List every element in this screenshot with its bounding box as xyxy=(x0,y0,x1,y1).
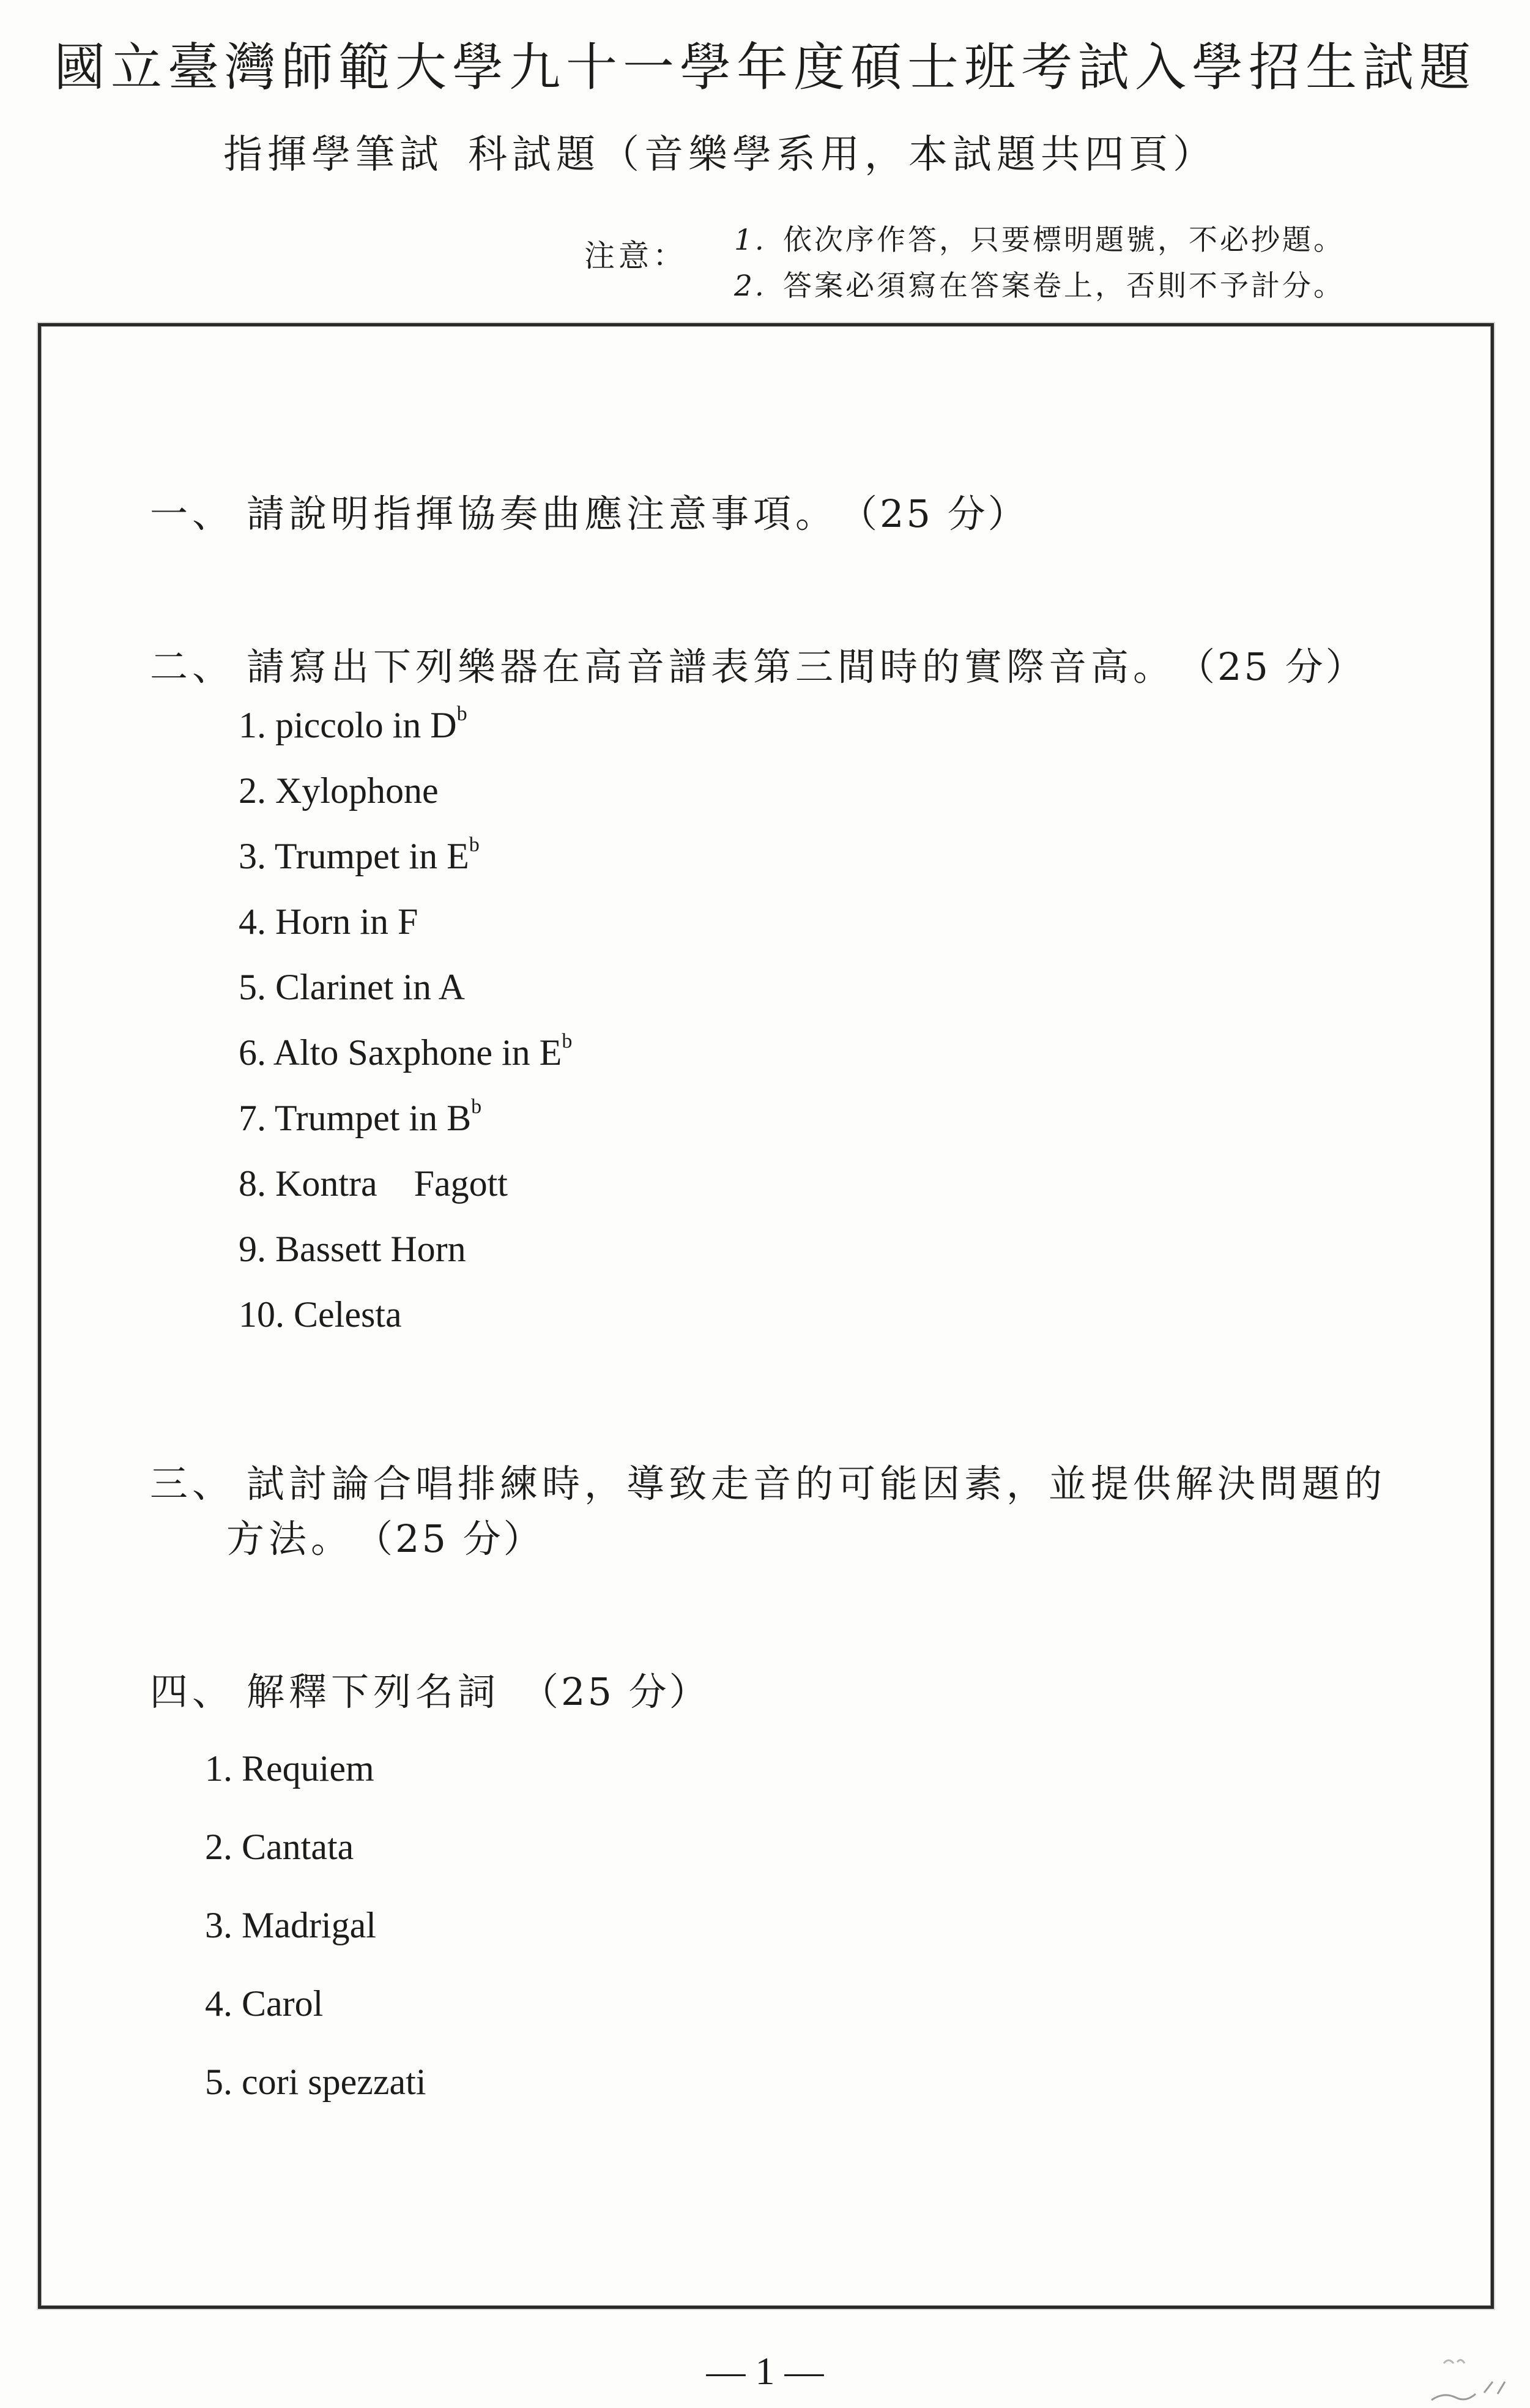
handwritten-mark-icon xyxy=(1425,2350,1523,2405)
question-3-continuation xyxy=(226,1508,544,1563)
question-text: 解釋下列名詞 xyxy=(247,1669,500,1714)
notice-item-text: 依次序作答，只要標明題號，不必抄題。 xyxy=(783,223,1345,257)
question-number: 三、 xyxy=(150,1461,235,1506)
instrument-item: 7. Trumpet in $B^b$ xyxy=(239,1095,482,1138)
question-number: 一、 xyxy=(150,491,235,536)
notice-item xyxy=(734,217,1345,263)
question-number: 二、 xyxy=(150,644,235,689)
exam-title: 國立臺灣師範大學九十一學年度碩士班考試入學招生試題 xyxy=(53,37,1476,97)
instrument-item: 3. Trumpet in $E^b$ xyxy=(239,833,480,876)
term-item: 5. cori spezzati xyxy=(205,2062,426,2102)
question-text: 請寫出下列樂器在高音譜表第三間時的實際音高。 xyxy=(247,644,1176,689)
term-item: 2. Cantata xyxy=(205,1827,354,1867)
term-item: 3. Madrigal xyxy=(205,1905,376,1945)
question-points: （25 分） xyxy=(521,1669,710,1714)
question-4 xyxy=(150,1668,710,1717)
instrument-item: 9. Bassett Horn xyxy=(239,1229,466,1269)
instrument-item: 4. Horn in F xyxy=(239,901,418,942)
question-text-cont: 方法。 xyxy=(226,1516,354,1561)
subtitle-rest: 科試題（音樂學系用，本試題共四頁） xyxy=(468,132,1217,177)
instrument-item: 1. piccolo in $D^b$ xyxy=(239,703,467,745)
subject-name: 指揮學筆試 xyxy=(223,132,444,177)
instrument-item: 6. Alto Saxphone in $E^b$ xyxy=(239,1030,573,1073)
term-item: 4. Carol xyxy=(205,1983,324,2024)
question-points: （25 分） xyxy=(374,1516,544,1561)
question-3 xyxy=(150,1459,1386,1508)
instrument-item: 10. Celesta xyxy=(239,1294,402,1335)
question-number: 四、 xyxy=(150,1669,235,1714)
question-1 xyxy=(150,490,1028,539)
notice-item-text: 答案必須寫在答案卷上，否則不予計分。 xyxy=(783,269,1345,303)
notice-label: 注意： xyxy=(584,238,687,274)
question-2 xyxy=(150,643,1366,691)
notice-item xyxy=(734,263,1345,309)
instrument-item: 5. Clarinet in A xyxy=(239,967,465,1007)
notice-item-number: 2. xyxy=(734,269,767,303)
question-points: （25 分） xyxy=(858,491,1028,536)
question-text: 請說明指揮協奏曲應注意事項。 xyxy=(247,491,838,536)
instrument-item: 2. Xylophone xyxy=(239,770,439,811)
term-item: 1. Requiem xyxy=(205,1748,374,1789)
instrument-item: 8. Kontra Fagott xyxy=(239,1163,508,1204)
question-text: 試討論合唱排練時，導致走音的可能因素，並提供解決問題的 xyxy=(247,1461,1387,1506)
question-points: （25 分） xyxy=(1196,644,1366,689)
notice-item-number: 1. xyxy=(734,223,767,257)
page-number: — 1 — xyxy=(706,2349,824,2393)
exam-subtitle xyxy=(223,127,1217,182)
notice-list xyxy=(734,217,1345,309)
